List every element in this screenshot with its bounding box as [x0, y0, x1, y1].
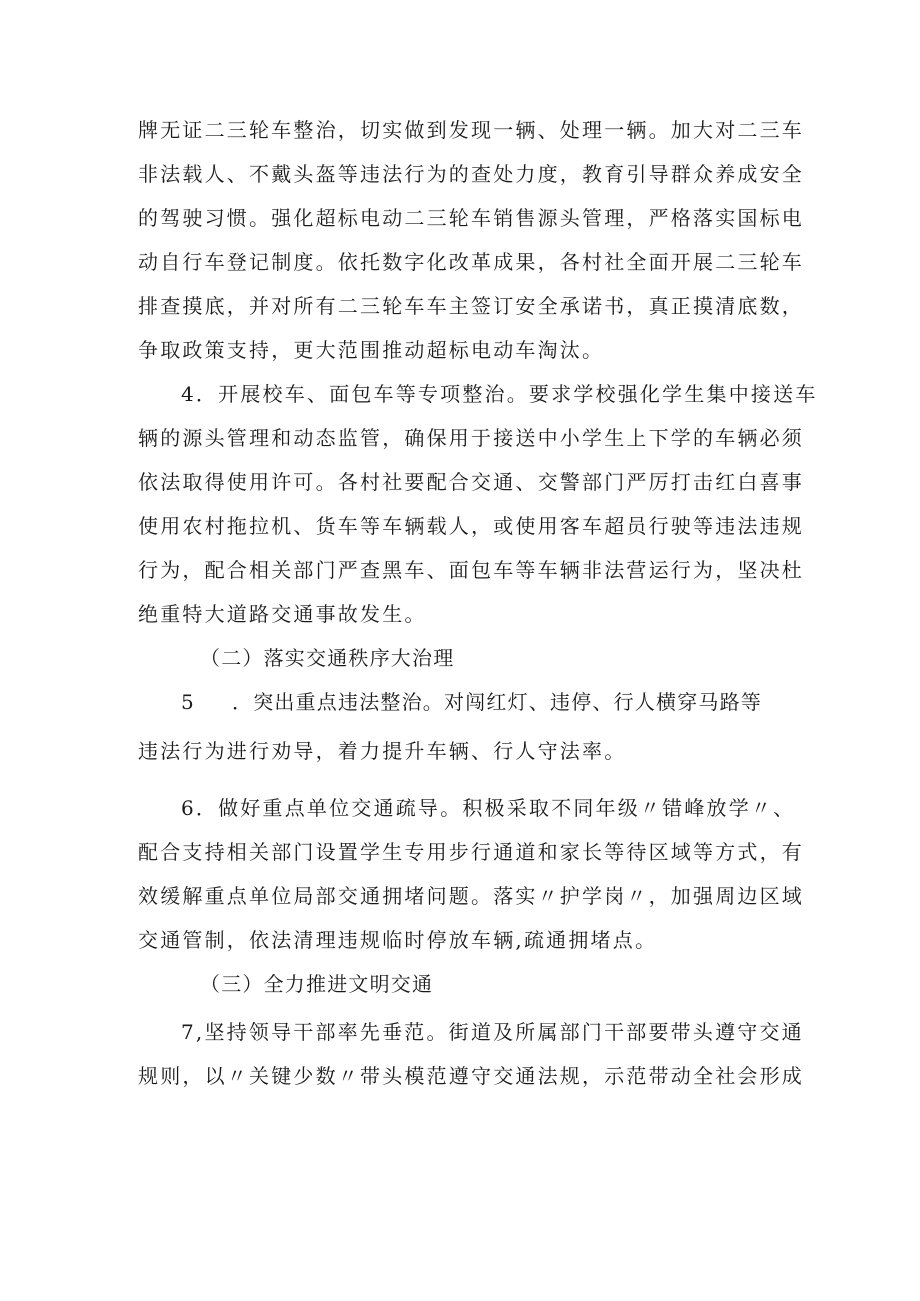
- paragraph-line: 规则，以〃关键少数〃带头模范遵守交通法规，示范带动全社会形成: [138, 1064, 804, 1088]
- paragraph-line: 争取政策支持，更大范围推动超标电动车淘汰。: [138, 338, 605, 362]
- paragraph-line: 效缓解重点单位局部交通拥堵问题。落实〃护学岗〃，加强周边区域: [138, 884, 804, 908]
- paragraph-line: 7,坚持领导干部率先垂范。街道及所属部门干部要带头遵守交通: [181, 1020, 804, 1044]
- paragraph-line: 非法载人、不戴头盔等违法行为的查处力度，教育引导群众养成安全: [138, 162, 804, 186]
- paragraph-line: ．突出重点违法整治。对闯红灯、违停、行人横穿马路等: [232, 690, 762, 714]
- paragraph-line: 6．做好重点单位交通疏导。积极采取不同年级〃错峰放学〃、: [181, 796, 796, 820]
- section-heading: （三）全力推进文明交通: [200, 972, 434, 996]
- paragraph-line: 牌无证二三轮车整治，切实做到发现一辆、处理一辆。加大对二三车: [138, 118, 804, 142]
- paragraph-line: 的驾驶习惯。强化超标电动二三轮车销售源头管理，严格落实国标电: [138, 206, 804, 230]
- paragraph-line: 绝重特大道路交通事故发生。: [138, 602, 427, 626]
- section-heading: （二）落实交通秩序大治理: [200, 646, 455, 670]
- paragraph-line: 使用农村拖拉机、货车等车辆载人，或使用客车超员行驶等违法违规: [138, 514, 804, 538]
- paragraph-line: 配合支持相关部门设置学生专用步行通道和家长等待区域等方式，有: [138, 840, 804, 864]
- paragraph-line: 依法取得使用许可。各村社要配合交通、交警部门严厉打击红白喜事: [138, 470, 804, 494]
- paragraph-line: 4．开展校车、面包车等专项整治。要求学校强化学生集中接送车: [181, 382, 818, 406]
- paragraph-line: 排查摸底，并对所有二三轮车车主签订安全承诺书，真正摸清底数，: [138, 294, 804, 318]
- paragraph-line: 行为，配合相关部门严查黑车、面包车等车辆非法营运行为，坚决杜: [138, 558, 804, 582]
- paragraph-line: 辆的源头管理和动态监管，确保用于接送中小学生上下学的车辆必须: [138, 426, 804, 450]
- paragraph-line: 动自行车登记制度。依托数字化改革成果，各村社全面开展二三轮车: [138, 250, 804, 274]
- paragraph-line: 交通管制，依法清理违规临时停放车辆,疏通拥堵点。: [138, 928, 658, 952]
- item-number: 5: [181, 690, 195, 714]
- paragraph-line: 违法行为进行劝导，着力提升车辆、行人守法率。: [138, 739, 627, 763]
